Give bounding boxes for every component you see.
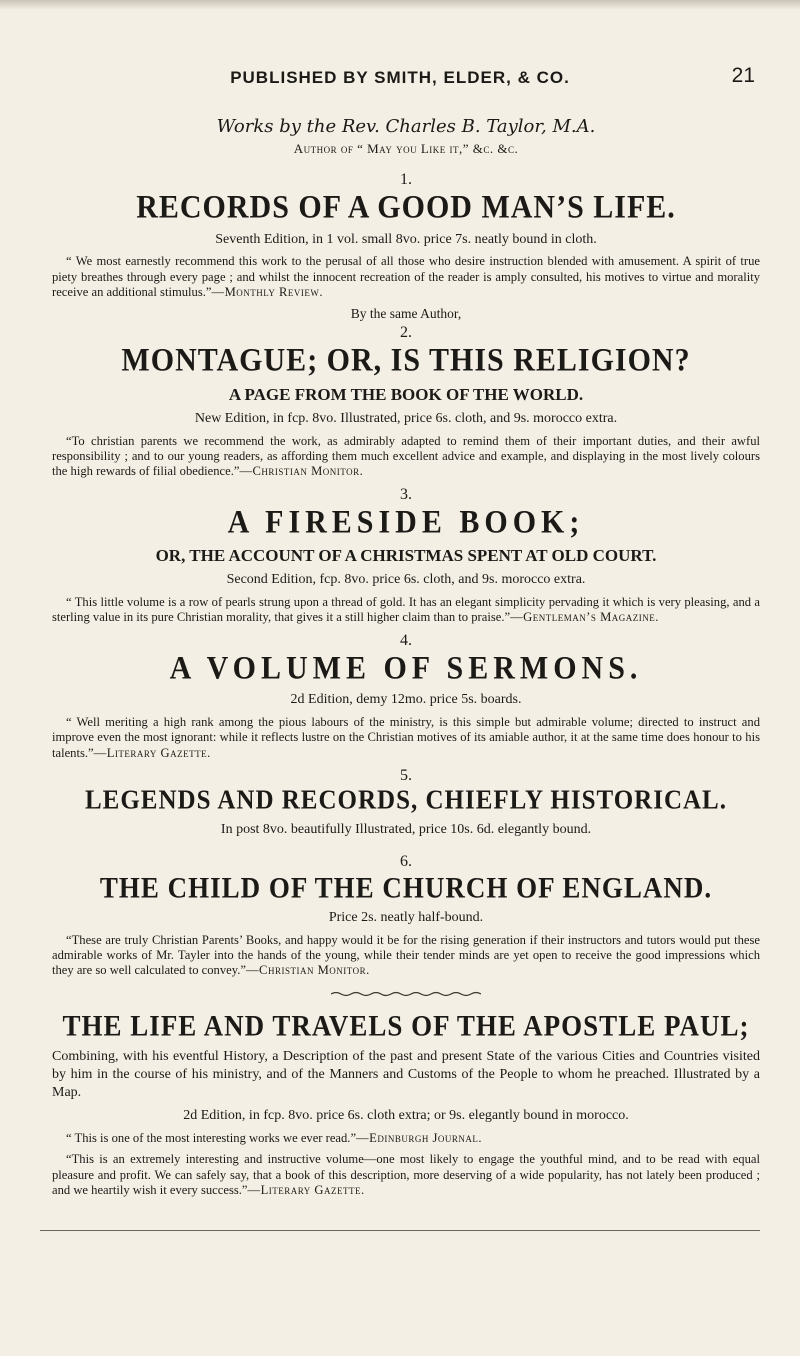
book-title: THE CHILD OF THE CHURCH OF ENGLAND.	[99, 871, 713, 904]
review-source: —Literary Gazette.	[93, 745, 211, 760]
paul-edition: 2d Edition, in fcp. 8vo. price 6s. cloth extra; or 9s. elegantly bound in morocco.	[183, 1108, 629, 1124]
bottom-rule	[40, 1230, 760, 1231]
review-text: “ This little volume is a row of pearls strung upon a thread of gold. It has an elegant simplicity pervading it which is very pleasing, and a sterling value in its pure Christian morality, that gives it a still higher claim than to praise.”	[52, 595, 760, 625]
review-source: —Gentleman’s Magazine.	[510, 610, 659, 625]
book-number: 1.	[400, 171, 412, 188]
review-text: “This is an extremely interesting and instructive volume—one most likely to engage the youthful mind, and to be read with equal pleasure and profit. We can safely say, that a book of this description, more deserving of a wide popularity, has not lately been produced ; and we heartily wish it every success.”	[52, 1152, 760, 1198]
page-number: 21	[731, 64, 755, 87]
review-source: —Literary Gazette.	[247, 1183, 365, 1198]
book-title: RECORDS OF A GOOD MAN’S LIFE.	[136, 189, 676, 226]
running-head: PUBLISHED BY SMITH, ELDER, & CO.	[230, 68, 570, 87]
book-review	[52, 933, 760, 979]
book-review	[52, 434, 760, 480]
review-text: “To christian parents we recommend the work, as admirably adapted to remind them of their important duties, and their awful responsibility ; and to our young readers, as affording them much excellent advice and example, and displaying in the most lively colours the high rewards of filial obedience.”	[52, 433, 760, 479]
paul-description: Combining, with his eventful History, a Description of the past and present State of the various Cities and Countries visited by him in the course of his ministry, and of the Manners and Customs of the People to whom he preached. Illustrated by a Map.	[52, 1048, 760, 1101]
book-title: LEGENDS AND RECORDS, CHIEFLY HISTORICAL.	[84, 785, 727, 816]
wavy-rule-icon	[331, 991, 481, 997]
author-subheading: Author of “ May you Like it,” &c. &c.	[293, 141, 519, 156]
page-top-edge	[0, 0, 800, 10]
book-edition: In post 8vo. beautifully Illustrated, price 10s. 6d. elegantly bound.	[220, 821, 592, 837]
book-number: 3.	[400, 485, 412, 503]
review-text: “These are truly Christian Parents’ Books, and happy would it be for the rising generation if their instructors and tutors would put these admirable works of Mr. Tayler into the hands of the young, while their tender minds are yet open to receive the good impressions which they are so well calculated to convey.”	[52, 932, 760, 978]
review-text: “ This is one of the most interesting works we ever read.”	[66, 1131, 357, 1146]
paul-review-2	[52, 1152, 760, 1198]
author-heading: Works by the Rev. Charles B. Taylor, M.A.	[216, 116, 596, 137]
review-source: —Christian Monitor.	[239, 464, 364, 479]
book-review	[52, 595, 760, 626]
book-edition: 2d Edition, demy 12mo. price 5s. boards.	[290, 692, 522, 708]
book-edition: Second Edition, fcp. 8vo. price 6s. cloth, and 9s. morocco extra.	[226, 572, 586, 588]
same-author-note: By the same Author,	[350, 306, 462, 322]
book-subtitle: A PAGE FROM THE BOOK OF THE WORLD.	[228, 384, 584, 404]
book-title: A VOLUME OF SERMONS.	[169, 650, 643, 687]
book-edition: Price 2s. neatly half-bound.	[328, 909, 484, 925]
book-number: 4.	[400, 631, 412, 649]
paul-review-1	[52, 1131, 760, 1146]
book-title: A FIRESIDE BOOK;	[227, 504, 585, 541]
ornamental-divider	[331, 991, 481, 997]
book-title: MONTAGUE; OR, IS THIS RELIGION?	[121, 342, 691, 379]
review-text: “ Well meriting a high rank among the pious labours of the ministry, is this simple but admirable volume; directed to instruct and improve even the most ignorant: while it reflects lustre on the Christian motives of its amiable author, it at the same time does honour to his talents.”	[52, 715, 760, 760]
book-edition: Seventh Edition, in 1 vol. small 8vo. price 7s. neatly bound in cloth.	[215, 231, 597, 247]
catalogue-content	[52, 110, 760, 1204]
paul-title: THE LIFE AND TRAVELS OF THE APOSTLE PAUL;	[62, 1009, 750, 1042]
review-source: —Edinburgh Journal.	[356, 1131, 483, 1146]
book-number: 2.	[400, 324, 412, 342]
book-subtitle: OR, THE ACCOUNT OF A CHRISTMAS SPENT AT OLD COURT.	[155, 546, 657, 566]
book-review	[52, 715, 760, 761]
review-source: —Christian Monitor.	[245, 963, 370, 978]
review-source: —Monthly Review.	[211, 285, 324, 300]
book-edition: New Edition, in fcp. 8vo. Illustrated, price 6s. cloth, and 9s. morocco extra.	[194, 410, 618, 426]
book-review	[52, 254, 760, 300]
book-number: 6.	[400, 852, 412, 870]
review-text: “ We most earnestly recommend this work to the perusal of all those who desire instruction blended with amusement. A spirit of true piety breathes through every page ; and whilst the innocent recreation of the reader is amply consulted, his motives to virtue and morality receive an additional stimulus.”	[52, 254, 760, 300]
book-number: 5.	[400, 767, 412, 785]
